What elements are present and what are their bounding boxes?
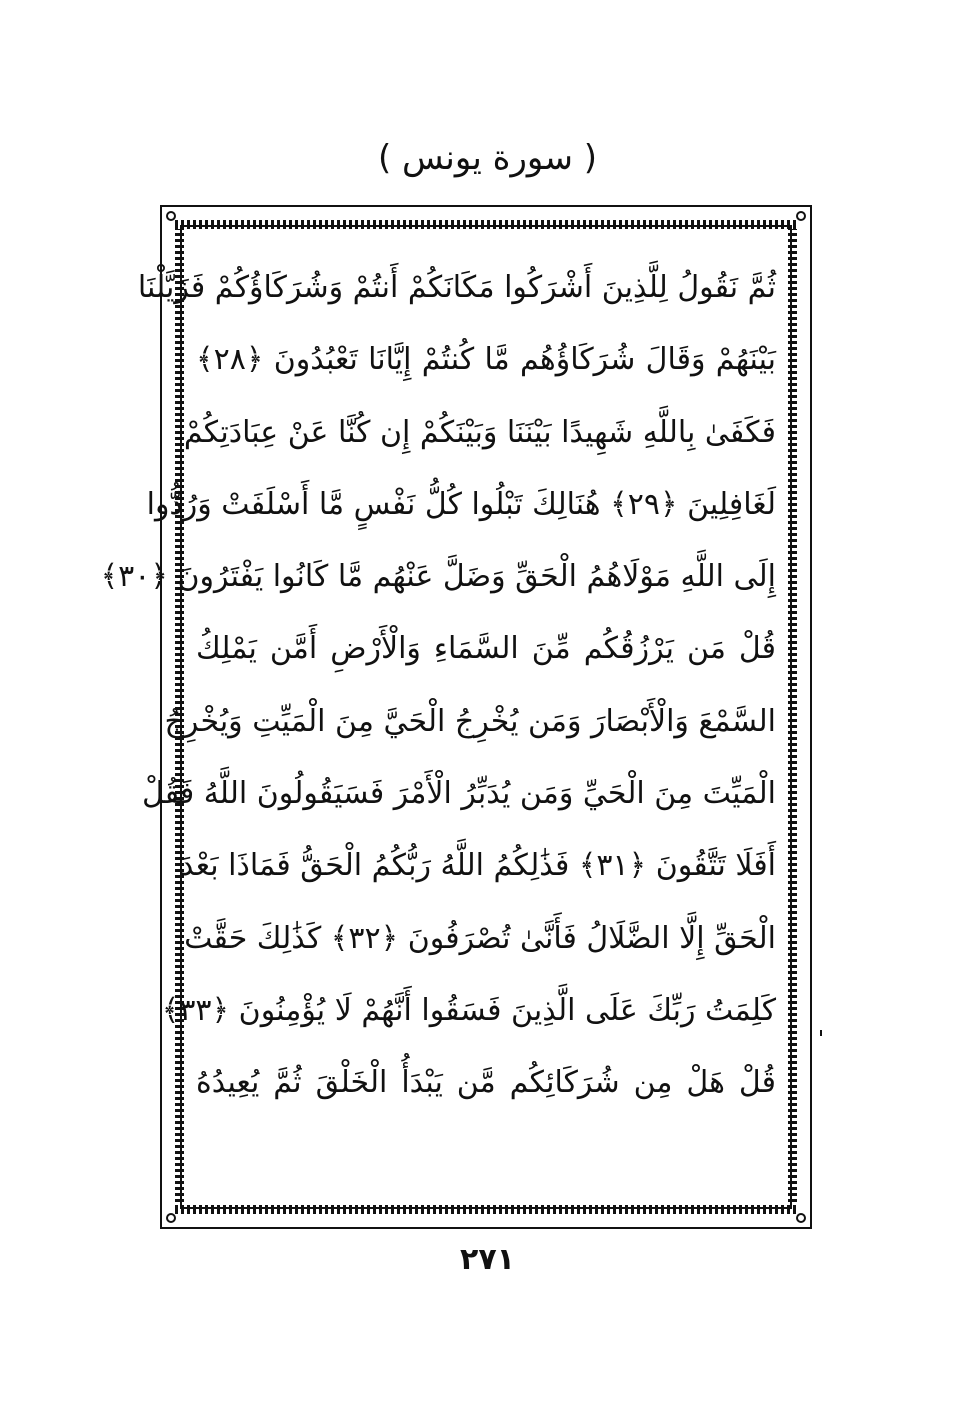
verse-line: الْمَيِّتَ مِنَ الْحَيِّ وَمَن يُدَبِّرُ الْأَمْرَ فَسَيَقُولُونَ اللَّهُ فَقُلْ xyxy=(141,776,776,812)
corner-ornament-bottom-left xyxy=(166,1213,176,1223)
verse-line: قُلْ مَن يَرْزُقُكُم مِّنَ السَّمَاءِ وَالْأَرْضِ أَمَّن يَمْلِكُ xyxy=(196,631,776,667)
verse-line: ثُمَّ نَقُولُ لِلَّذِينَ أَشْرَكُوا مَكَانَكُمْ أَنتُمْ وَشُرَكَاؤُكُمْ فَزَيَّلْنَا xyxy=(137,270,776,305)
scan-edge-mark xyxy=(820,1030,822,1036)
verse-line: الْحَقِّ إِلَّا الضَّلَالُ فَأَنَّىٰ تُصْرَفُونَ ﴿٣٢﴾ كَذَٰلِكَ حَقَّتْ xyxy=(184,920,776,956)
verse-line: أَفَلَا تَتَّقُونَ ﴿٣١﴾ فَذَٰلِكُمُ اللَّهُ رَبُّكُمُ الْحَقُّ فَمَاذَا بَعْدَ xyxy=(180,848,776,884)
verse-line: إِلَى اللَّهِ مَوْلَاهُمُ الْحَقِّ وَضَلَّ عَنْهُم مَّا كَانُوا يَفْتَرُونَ ﴿٣٠﴾ xyxy=(100,559,776,595)
verse-line: كَلِمَتُ رَبِّكَ عَلَى الَّذِينَ فَسَقُوا أَنَّهُمْ لَا يُؤْمِنُونَ ﴿٣٣﴾ xyxy=(161,992,776,1028)
verse-line: فَكَفَىٰ بِاللَّهِ شَهِيدًا بَيْنَنَا وَبَيْنَكُمْ إِن كُنَّا عَنْ عِبَادَتِكُمْ xyxy=(183,414,776,450)
corner-ornament-bottom-right xyxy=(796,1213,806,1223)
quran-text-block xyxy=(100,252,776,1192)
verse-line: السَّمْعَ وَالْأَبْصَارَ وَمَن يُخْرِجُ الْحَيَّ مِنَ الْمَيِّتِ وَيُخْرِجُ xyxy=(164,703,776,739)
surah-title: ( سورة يونس ) xyxy=(377,138,598,178)
corner-ornament-top-left xyxy=(166,211,176,221)
verse-line: قُلْ هَلْ مِن شُرَكَائِكُم مَّن يَبْدَأُ الْخَلْقَ ثُمَّ يُعِيدُهُ xyxy=(196,1065,776,1101)
verse-line: لَغَافِلِينَ ﴿٢٩﴾ هُنَالِكَ تَبْلُوا كُلُّ نَفْسٍ مَّا أَسْلَفَتْ وَرُدُّوا xyxy=(146,486,776,522)
verse-line: بَيْنَهُمْ وَقَالَ شُرَكَاؤُهُم مَّا كُنتُمْ إِيَّانَا تَعْبُدُونَ ﴿٢٨﴾ xyxy=(196,342,776,378)
page-number: ٢٧١ xyxy=(460,1242,515,1277)
corner-ornament-top-right xyxy=(796,211,806,221)
